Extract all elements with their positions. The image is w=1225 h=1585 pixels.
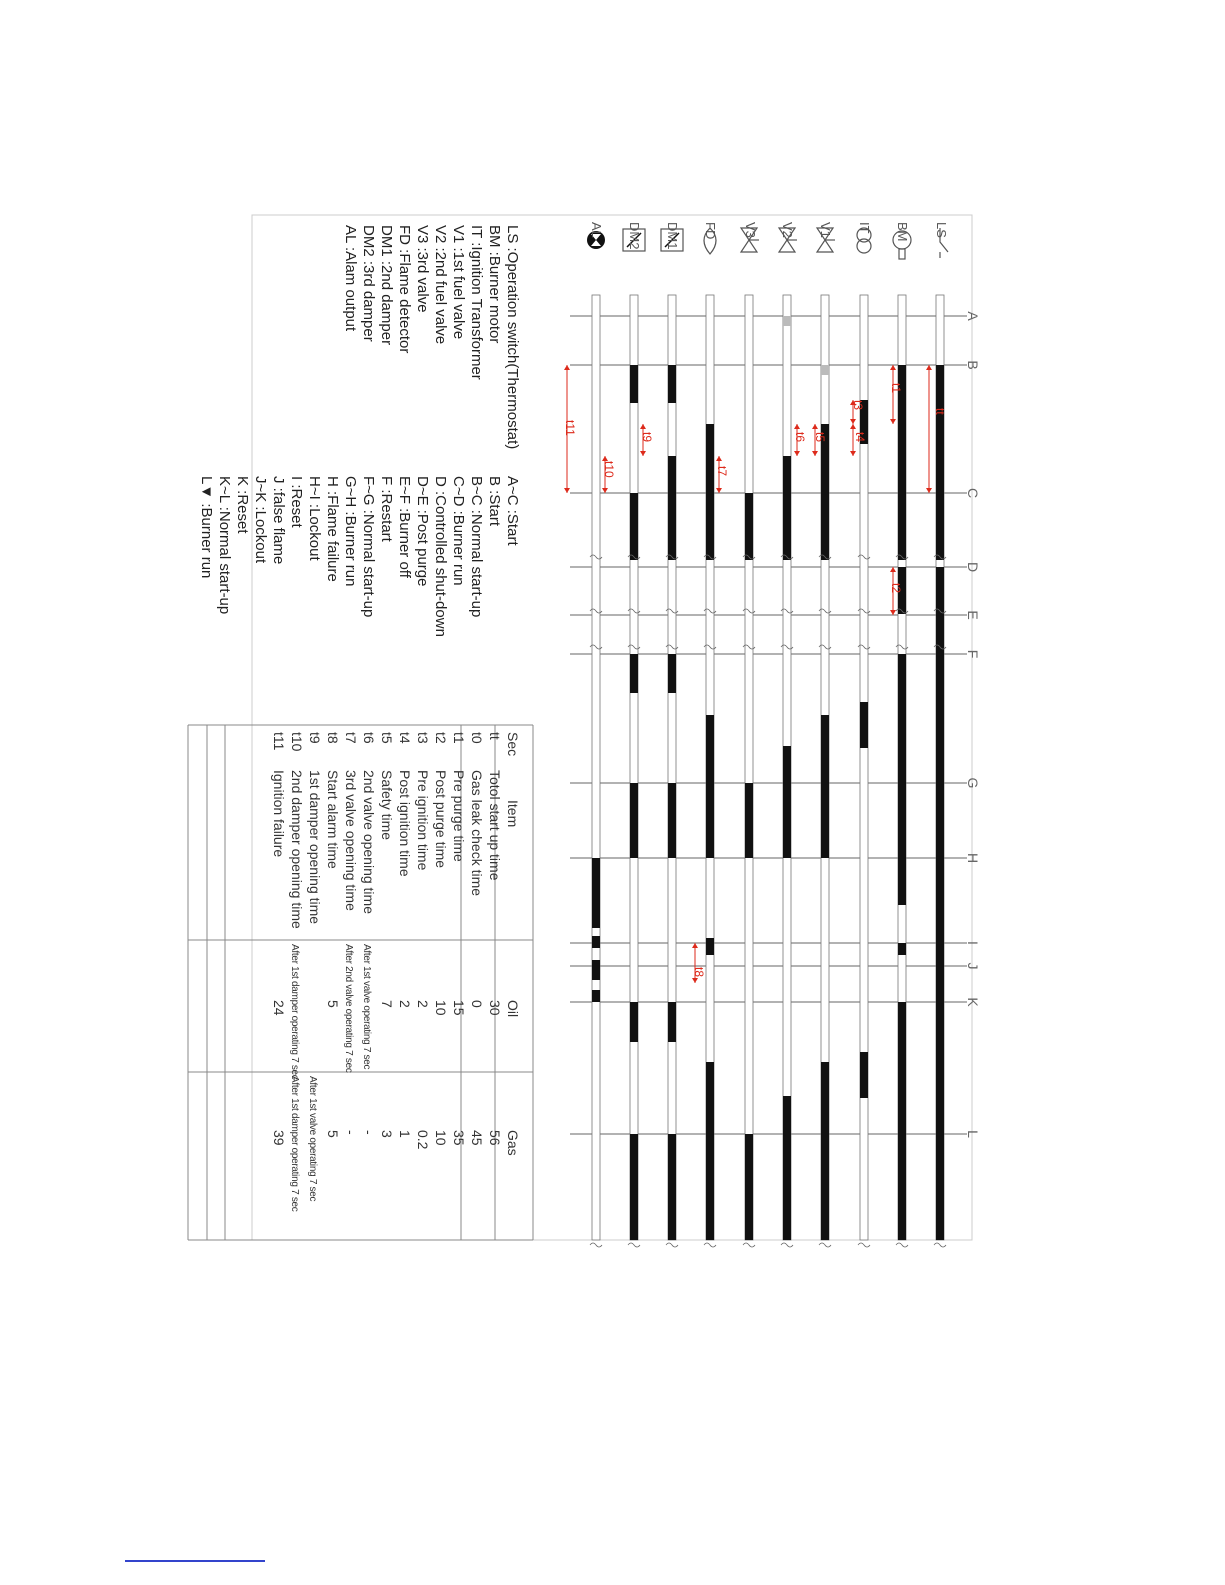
- table-cell-sec: t4: [397, 732, 413, 744]
- table-cell-oil: After 1st damper operating 7 sec: [289, 944, 300, 1080]
- sequence-item: H~I :Lockout: [306, 476, 323, 561]
- marker-label-d: D: [965, 561, 981, 573]
- legend-item: AL :Alam output: [342, 225, 359, 332]
- table-cell-item: Safety time: [379, 770, 395, 841]
- channel-label-bm: BM: [895, 222, 910, 242]
- table-cell-oil: 30: [487, 1000, 503, 1016]
- table-cell-sec: t7: [343, 732, 359, 744]
- marker-label-e: E: [965, 610, 981, 620]
- sequence-item: K :Reset: [234, 476, 251, 534]
- sequence-item: B :Start: [486, 476, 503, 527]
- table-cell-gas: -: [361, 1130, 377, 1135]
- sequence-item: D :Controlled shut-down: [432, 476, 449, 637]
- sequence-item: A~C :Start: [504, 476, 521, 546]
- legend-item: IT :Ignition Transformer: [468, 225, 485, 380]
- channel-label-v1: V1: [818, 222, 833, 238]
- table-cell-gas: 39: [271, 1130, 287, 1146]
- table-cell-gas: 3: [379, 1130, 395, 1138]
- table-header-item: Item: [505, 800, 521, 828]
- legend-item: V1 :1st fuel valve: [450, 225, 467, 340]
- table-cell-gas: After 1st damper operating 7 sec: [289, 1076, 300, 1212]
- table-cell-oil: 2: [397, 1000, 413, 1008]
- table-cell-item: Post ignition time: [397, 770, 413, 877]
- table-cell-item: Gas leak check time: [469, 770, 485, 897]
- legend-item: DM1 :2nd damper: [378, 225, 395, 346]
- table-cell-gas: -: [343, 1130, 359, 1135]
- table-cell-gas: 1: [397, 1130, 413, 1138]
- table-header-gas: Gas: [505, 1130, 521, 1156]
- channel-label-v2: V2: [780, 222, 795, 238]
- channel-label-v3: V3: [743, 222, 758, 238]
- legend-item: LS :Operation switch(Thermostat): [504, 225, 521, 450]
- table-cell-item: Start alarm time: [325, 770, 341, 869]
- table-cell-oil: 2: [415, 1000, 431, 1008]
- marker-label-h: H: [965, 852, 981, 864]
- channel-label-dm2: DM2: [627, 222, 642, 250]
- marker-label-l: L: [965, 1130, 981, 1138]
- sequence-item: I :Reset: [288, 476, 305, 528]
- table-cell-gas: 10: [433, 1130, 449, 1146]
- channel-label-fd: FD: [703, 222, 718, 240]
- legend-item: FD :Flame detector: [396, 225, 413, 354]
- table-cell-sec: t9: [307, 732, 323, 744]
- timing-label-t6: t6: [793, 432, 807, 443]
- bottom-link-underline: [125, 1560, 265, 1562]
- marker-label-b: B: [965, 360, 981, 370]
- channel-label-dm1: DM1: [665, 222, 680, 250]
- timing-label-t2: t2: [889, 583, 903, 594]
- table-cell-oil: 10: [433, 1000, 449, 1016]
- legend-item: V3 :3rd valve: [414, 225, 431, 313]
- table-cell-item: Post purge time: [433, 770, 449, 869]
- table-cell-gas: 56: [487, 1130, 503, 1146]
- sequence-item: B~C :Normal start-up: [468, 476, 485, 618]
- table-cell-oil: 5: [325, 1000, 341, 1008]
- table-cell-item: 1st damper opening time: [307, 770, 323, 925]
- marker-label-c: C: [965, 487, 981, 499]
- marker-label-a: A: [965, 311, 981, 321]
- legend-item: V2 :2nd fuel valve: [432, 225, 449, 345]
- table-cell-sec: t11: [271, 732, 287, 751]
- sequence-item: G~H :Burner run: [342, 476, 359, 587]
- table-cell-oil: 7: [379, 1000, 395, 1008]
- table-cell-sec: t8: [325, 732, 341, 744]
- table-cell-item: 3rd valve opening time: [343, 770, 359, 911]
- table-cell-sec: t5: [379, 732, 395, 744]
- table-cell-item: Pre ignition time: [415, 770, 431, 871]
- timing-label-t4: t4: [853, 432, 867, 443]
- table-cell-gas: 35: [451, 1130, 467, 1146]
- table-cell-oil: 24: [271, 1000, 287, 1016]
- sequence-item: L▼ :Burner run: [198, 476, 215, 579]
- table-cell-sec: tt: [487, 732, 503, 740]
- channel-label-ls: LS: [934, 222, 949, 238]
- timing-label-t8: t8: [692, 967, 706, 978]
- table-cell-gas: After 1st valve operating 7 sec: [307, 1076, 318, 1202]
- timing-label-t5: t5: [813, 432, 827, 443]
- table-cell-item: Pre purge time: [451, 770, 467, 862]
- timing-label-t9: t9: [640, 432, 654, 443]
- table-cell-item: Ignition failure: [271, 770, 287, 858]
- table-cell-oil: After 1st valve operating 7 sec: [361, 944, 372, 1070]
- table-cell-oil: 0: [469, 1000, 485, 1008]
- table-header-sec: Sec: [505, 732, 521, 757]
- sequence-item: H :Flame failure: [324, 476, 341, 582]
- table-cell-item: 2nd damper opening time: [289, 770, 305, 929]
- timing-label-t7: t7: [715, 466, 729, 477]
- sequence-item: J~K :Lockout: [252, 476, 269, 564]
- marker-label-i: I: [965, 941, 981, 945]
- marker-label-g: G: [965, 777, 981, 789]
- timing-label-t3: t3: [851, 400, 865, 411]
- sequence-item: D~E :Post purge: [414, 476, 431, 587]
- timing-label-tt: tt: [933, 408, 947, 415]
- timing-label-t1: t1: [889, 383, 903, 394]
- table-cell-item: 2nd valve opening time: [361, 770, 377, 914]
- legend-item: DM2 :3rd damper: [360, 225, 377, 342]
- table-cell-gas: 5: [325, 1130, 341, 1138]
- sequence-item: K~L :Normal start-up: [216, 476, 233, 615]
- sequence-item: F :Restart: [378, 476, 395, 542]
- channel-label-al: AL: [589, 222, 604, 238]
- table-cell-sec: t2: [433, 732, 449, 744]
- marker-label-f: F: [965, 649, 981, 659]
- table-cell-oil: 15: [451, 1000, 467, 1016]
- legend-item: BM :Burner motor: [486, 225, 503, 344]
- timing-label-t10: t10: [602, 461, 616, 478]
- table-header-oil: Oil: [505, 1000, 521, 1018]
- table-cell-sec: t6: [361, 732, 377, 744]
- sequence-item: J :false flame: [270, 476, 287, 565]
- marker-label-j: J: [965, 962, 981, 970]
- sequence-item: C~D :Burner run: [450, 476, 467, 586]
- marker-label-k: K: [965, 997, 981, 1007]
- sequence-item: F~G :Normal start-up: [360, 476, 377, 618]
- table-cell-oil: After 2nd valve operating 7 sec: [343, 944, 354, 1073]
- table-cell-gas: 0.2: [415, 1130, 431, 1150]
- timing-label-t11: t11: [563, 420, 577, 436]
- table-cell-gas: 45: [469, 1130, 485, 1146]
- table-cell-item: Totol start up time: [487, 770, 503, 881]
- sequence-item: E~F :Burner off: [396, 476, 413, 578]
- table-cell-sec: t1: [451, 732, 467, 744]
- channel-label-it: IT: [857, 222, 872, 234]
- table-cell-sec: t0: [469, 732, 485, 744]
- table-cell-sec: t10: [289, 732, 305, 752]
- table-cell-sec: t3: [415, 732, 431, 744]
